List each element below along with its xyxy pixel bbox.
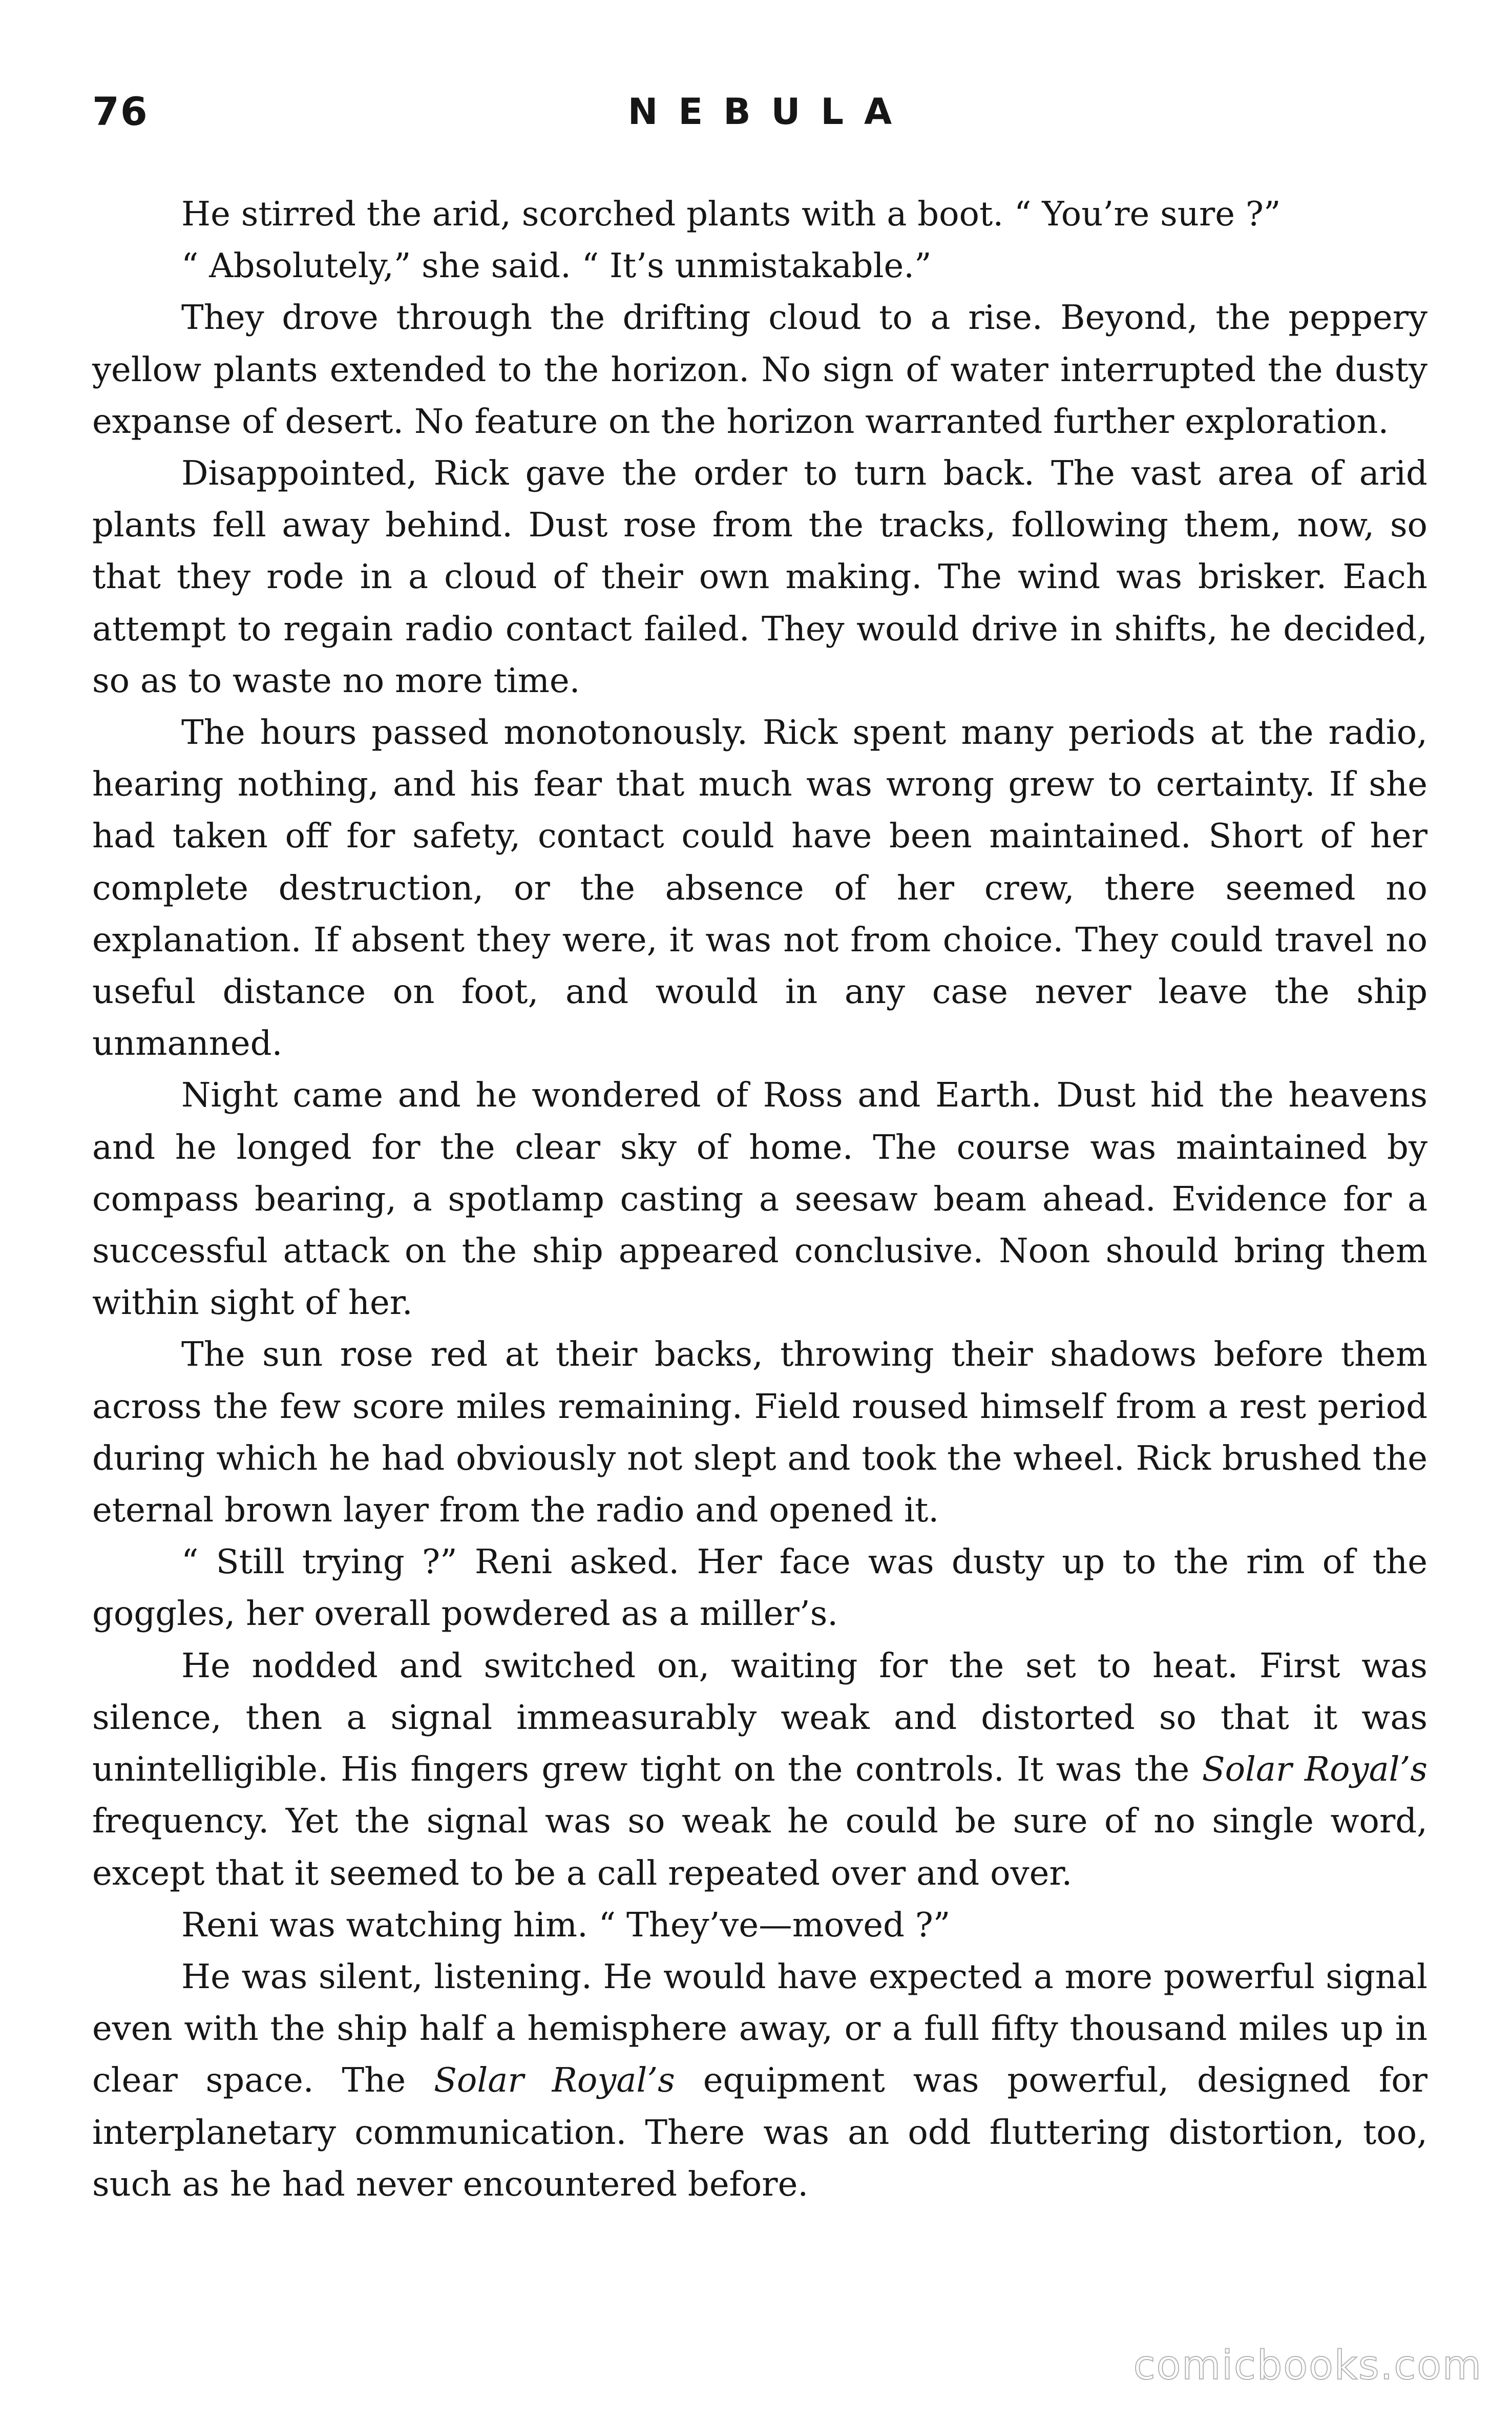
paragraph <box>92 1951 1427 2210</box>
paragraph: “ Still trying ?” Reni asked. Her face was dusty up to the rim of the goggles, her overall powdered as a miller’s. <box>92 1542 1427 1634</box>
paragraph-text: He nodded and switched on, waiting for the set to heat. First was silence, then a signal immeasurably weak and distorted so that it was unintelligible. His fingers grew tight on the controls. It was the <box>92 1646 1427 1789</box>
ship-name-italic: Solar Royal’s <box>434 2061 675 2100</box>
page-number: 76 <box>92 89 149 134</box>
paragraph <box>92 1640 1427 1899</box>
body-text <box>92 189 1427 2210</box>
ship-name-italic: Solar Royal’s <box>1202 1750 1428 1789</box>
paragraph: Reni was watching him. “ They’ve—moved ?” <box>181 1905 951 1945</box>
paragraph: He stirred the arid, scorched plants with a boot. “ You’re sure ?” <box>181 195 1281 234</box>
paragraph: The sun rose red at their backs, throwing their shadows before them across the few score miles remaining. Field roused himself from a rest period during which he had obviously not slept and took the wheel. Rick brushed the eternal brown layer from the radio and opened it. <box>92 1335 1427 1530</box>
paragraph: The hours passed monotonously. Rick spent many periods at the radio, hearing nothing, and his fear that much was wrong grew to certainty. If she had taken off for safety, contact could have been maintained. Short of her complete destruction, or the absence of her crew, there seemed no explanation. If absent they were, it was not from choice. They could travel no useful distance on foot, and would in any case never leave the ship unmanned. <box>92 713 1427 1063</box>
page-header <box>92 87 1427 149</box>
paragraph: They drove through the drifting cloud to a rise. Beyond, the peppery yellow plants extended to the horizon. No sign of water interrupted the dusty expanse of desert. No feature on the horizon warranted further exploration. <box>92 298 1427 441</box>
paragraph-text: He was silent, listening. He would have expected a more powerful signal even with the ship half a hemisphere away, or a full fifty thousand miles up in clear space. The <box>92 1957 1427 2100</box>
paragraph: “ Absolutely,” she said. “ It’s unmistakable.” <box>181 246 932 286</box>
paragraph-text: frequency. Yet the signal was so weak he could be sure of no single word, except that it seemed to be a call repeated over and over. <box>92 1802 1427 1893</box>
paragraph-text: equipment was powerful, designed for interplanetary communication. There was an odd fluttering distortion, too, such as he had never encountered before. <box>92 2061 1427 2204</box>
watermark: comicbooks.com <box>1133 2343 1482 2389</box>
paragraph: Disappointed, Rick gave the order to turn back. The vast area of arid plants fell away behind. Dust rose from the tracks, following them, now, so that they rode in a cloud of their own making. The wind was brisker. Each attempt to regain radio contact failed. They would drive in shifts, he decided, so as to waste no more time. <box>92 454 1427 700</box>
running-head: NEBULA <box>627 91 913 133</box>
paragraph: Night came and he wondered of Ross and Earth. Dust hid the heavens and he longed for the clear sky of home. The course was maintained by compass bearing, a spotlamp casting a seesaw beam ahead. Evidence for a successful attack on the ship appeared conclusive. Noon should bring them within sight of her. <box>92 1076 1427 1323</box>
